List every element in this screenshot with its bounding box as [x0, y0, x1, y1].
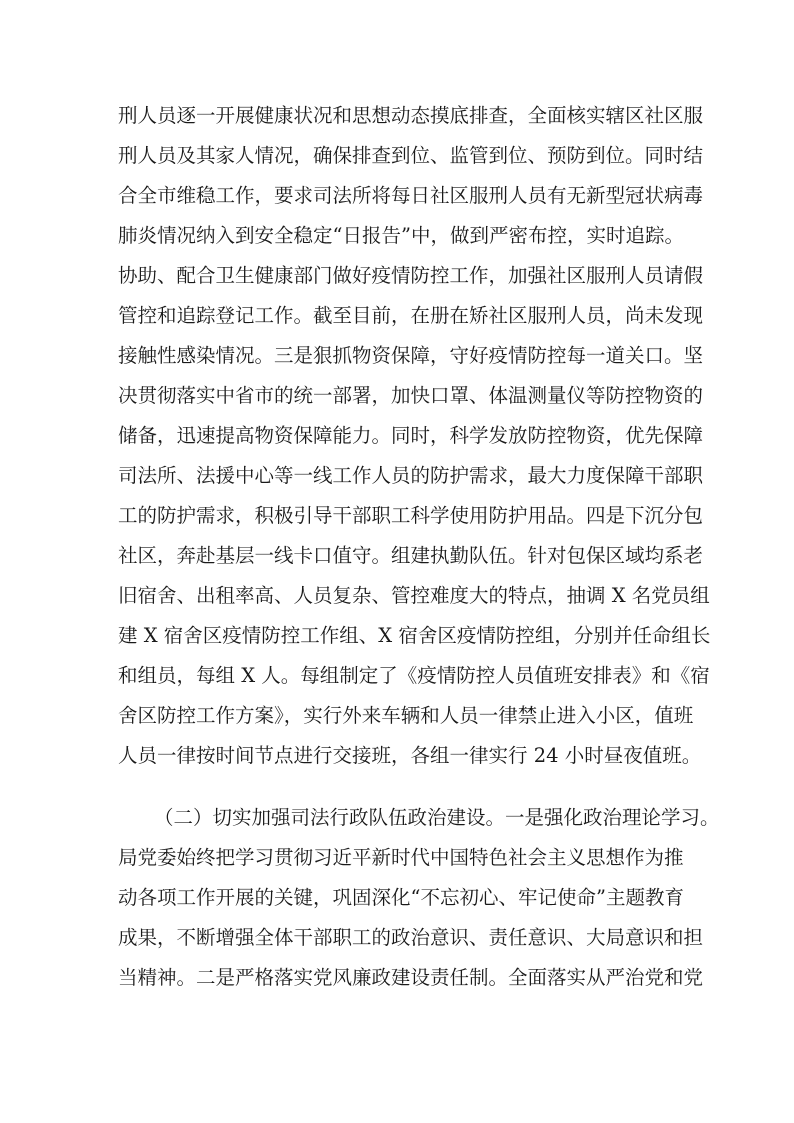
- text-line: 成果，不断增强全体干部职工的政治意识、责任意识、大局意识和担: [118, 926, 704, 949]
- text-line: 社区，奔赴基层一线卡口值守。组建执勤队伍。针对包保区域均系老: [118, 544, 704, 567]
- text-line: 司法所、法援中心等一线工作人员的防护需求，最大力度保障干部职: [118, 464, 704, 487]
- text-line: 刑人员逐一开展健康状况和思想动态摸底排查，全面核实辖区社区服: [118, 104, 704, 127]
- text-line: 和组员，每组 X 人。每组制定了《疫情防控人员值班安排表》和《宿: [118, 664, 710, 687]
- text-line: 合全市维稳工作，要求司法所将每日社区服刑人员有无新型冠状病毒: [118, 184, 704, 207]
- text-line: 协助、配合卫生健康部门做好疫情防控工作，加强社区服刑人员请假: [118, 264, 704, 287]
- text-line: 管控和追踪登记工作。截至目前，在册在矫社区服刑人员，尚未发现: [118, 304, 704, 327]
- text-line: 当精神。二是严格落实党风廉政建设责任制。全面落实从严治党和党: [118, 966, 704, 989]
- text-line: 建 X 宿舍区疫情防控工作组、X 宿舍区疫情防控组，分别并任命组长: [118, 624, 711, 647]
- paragraph-epidemic-control: [118, 96, 711, 776]
- text-line-heading: （二）切实加强司法行政队伍政治建设。一是强化政治理论学习。: [154, 806, 720, 829]
- paragraph-gap: [118, 776, 678, 798]
- text-line: 刑人员及其家人情况，确保排查到位、监管到位、预防到位。同时结: [118, 144, 704, 167]
- text-line: 肺炎情况纳入到安全稳定“日报告”中，做到严密布控，实时追踪。: [118, 224, 684, 247]
- text-line: 人员一律按时间节点进行交接班，各组一律实行 24 小时昼夜值班。: [118, 744, 702, 767]
- text-line: 动各项工作开展的关键，巩固深化“不忘初心、牢记使命”主题教育: [118, 886, 684, 909]
- text-line: 舍区防控工作方案》，实行外来车辆和人员一律禁止进入小区，值班: [118, 704, 694, 727]
- document-page: [118, 96, 720, 998]
- text-line: 接触性感染情况。三是狠抓物资保障，守好疫情防控每一道关口。坚: [118, 344, 704, 367]
- text-line: 工的防护需求，积极引导干部职工科学使用防护用品。四是下沉分包: [118, 504, 704, 527]
- text-line: 旧宿舍、出租率高、人员复杂、管控难度大的特点，抽调 X 名党员组: [118, 584, 710, 607]
- paragraph-team-political-building: [118, 798, 720, 998]
- text-line: 局党委始终把学习贯彻习近平新时代中国特色社会主义思想作为推: [118, 846, 684, 869]
- text-line: 储备，迅速提高物资保障能力。同时，科学发放防控物资，优先保障: [118, 424, 704, 447]
- text-line: 决贯彻落实中省市的统一部署，加快口罩、体温测量仪等防控物资的: [118, 384, 704, 407]
